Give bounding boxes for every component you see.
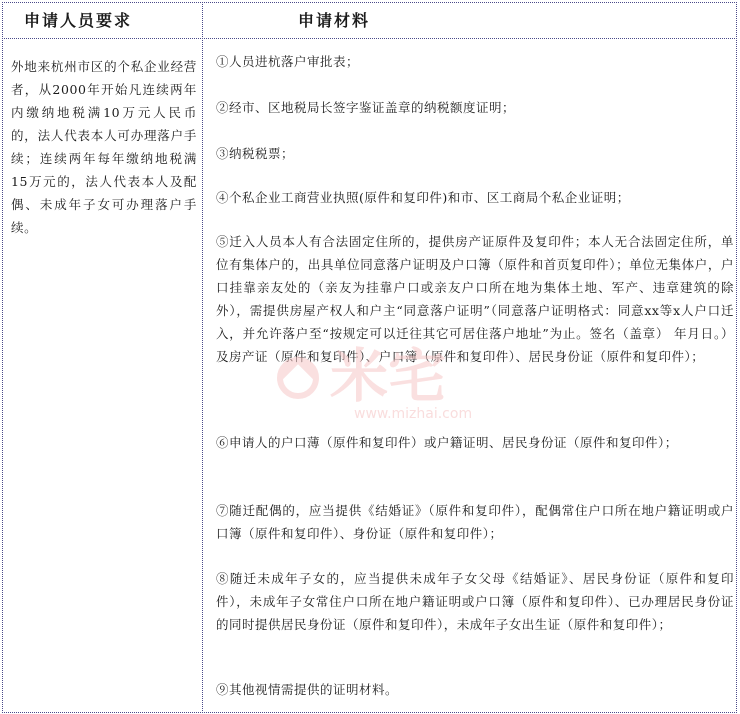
requirement-text: 外地来杭州市区的个私企业经营者，从2000年开始凡连续两年内缴纳地税满10万元人民币的，法人代表本人可办理落户手续；连续两年每年缴纳地税满15万元的，法人代表本人及配偶、未成年子女可办理落户手续。 <box>11 59 197 235</box>
column-divider <box>202 2 203 713</box>
material-item: ②经市、区地税局长签字鉴证盖章的纳税额度证明； <box>216 100 516 115</box>
header-applicant-requirements: 申请人员要求 <box>24 11 133 30</box>
material-item: ⑤迁入人员本人有合法固定住所的，提供房产证原件及复印件；本人无合法固定住所，单位有集体户的，出具单位同意落户证明及户口簿（原件和首页复印件）；单位无集体户，户口挂靠亲友处的（亲友为挂靠户口或亲友户口所在地为集体土地、军产、违章建筑的除外），需提供房屋产权人和户主“同意落户证明”（同意落户证明格式：同意xx等x人户口迁入，并允许落户至“按规定可以迁往其它可居住落户地址”为止。签名（盖章） 年月日。）及房产证（原件和复印件）、户口簿（原件和复印件）、居民身份证（原件和复印件）； <box>216 234 734 364</box>
material-item: ③纳税税票； <box>216 146 295 161</box>
watermark-url: www.mizhai.com <box>354 406 473 422</box>
material-item: ④个私企业工商营业执照(原件和复印件)和市、区工商局个私企业证明； <box>216 190 630 205</box>
material-item: ⑧随迁未成年子女的，应当提供未成年子女父母《结婚证》、居民身份证（原件和复印件），未成年子女常住户口所在地户籍证明或户口簿（原件和复印件）、已办理居民身份证的同时提供居民身份证（原件和复印件），未成年子女出生证（原件和复印件）； <box>216 571 734 632</box>
material-item: ⑦随迁配偶的，应当提供《结婚证》（原件和复印件），配偶常住户口所在地户籍证明或户口簿（原件和复印件）、身份证（原件和复印件）； <box>216 503 734 541</box>
material-item: ①人员进杭落户审批表； <box>216 54 360 69</box>
header-divider <box>2 38 737 39</box>
header-application-materials: 申请材料 <box>298 11 371 30</box>
watermark-brand: 米宅 <box>330 342 447 410</box>
material-item: ⑥申请人的户口薄（原件和复印件）或户籍证明、居民身份证（原件和复印件）； <box>216 435 678 450</box>
material-item: ⑨其他视情需提供的证明材料。 <box>216 682 399 697</box>
